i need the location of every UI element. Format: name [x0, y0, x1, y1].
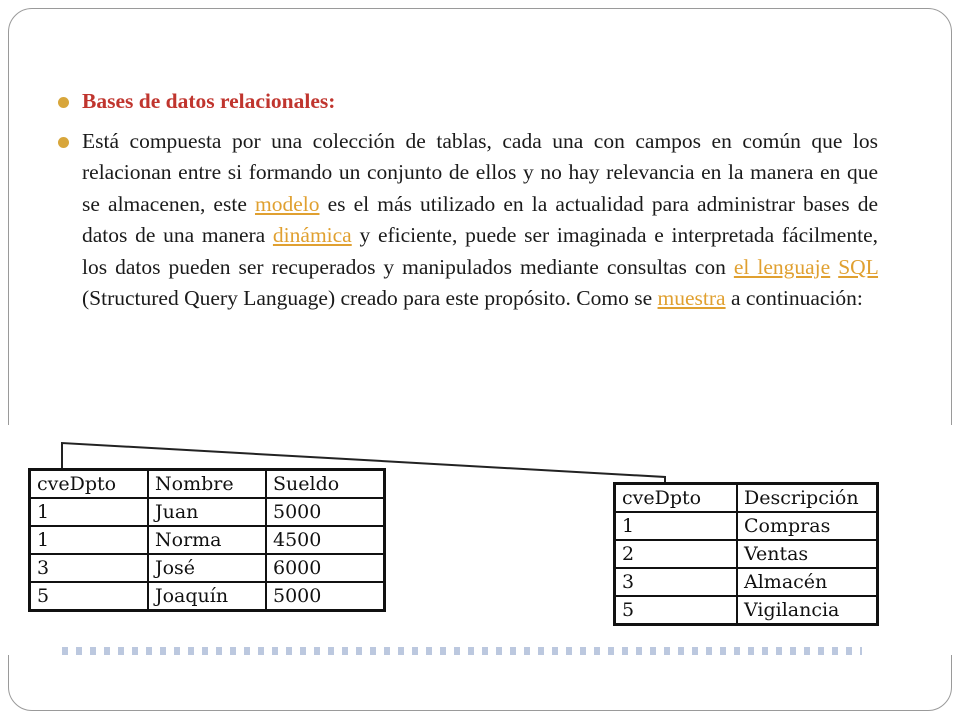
- table-cell: José: [148, 554, 266, 582]
- column-header: cveDpto: [30, 470, 149, 499]
- table-cell: 5000: [266, 582, 385, 611]
- table-row: [615, 596, 878, 625]
- bullet-paragraph: [58, 126, 878, 315]
- table-row: [615, 540, 878, 568]
- table-cell: 5: [615, 596, 738, 625]
- column-header: Nombre: [148, 470, 266, 499]
- paragraph-text: (Structured Query Language) creado para este propósito. Como se: [82, 286, 658, 310]
- table-cell: Almacén: [737, 568, 878, 596]
- column-header: Descripción: [737, 484, 878, 513]
- paragraph-text: es el más utilizado en la actualidad para administrar bases de datos de una manera: [82, 191, 878, 247]
- employees-table: [28, 468, 386, 612]
- table-cell: 1: [30, 526, 149, 554]
- table-header-row: [30, 470, 385, 499]
- bullet-dot-icon: [58, 97, 69, 108]
- table-cell: 1: [615, 512, 738, 540]
- table-cell: 2: [615, 540, 738, 568]
- section-heading: Bases de datos relacionales:: [82, 89, 336, 113]
- paragraph-text: [830, 255, 838, 279]
- table-cell: Ventas: [737, 540, 878, 568]
- table-cell: Joaquín: [148, 582, 266, 611]
- column-header: Sueldo: [266, 470, 385, 499]
- link-muestra[interactable]: muestra: [657, 286, 726, 310]
- paragraph-text: y eficiente, puede ser imaginada e interpretada fácilmente, los datos pueden ser recuperados y manipulados mediante consultas con: [82, 223, 878, 279]
- table-cell: 3: [30, 554, 149, 582]
- table-cell: 1: [30, 498, 149, 526]
- table-row: [30, 526, 385, 554]
- table-cell: 6000: [266, 554, 385, 582]
- link-sql[interactable]: SQL: [838, 254, 879, 279]
- bullet-heading: [58, 86, 878, 118]
- table-cell: 4500: [266, 526, 385, 554]
- table-cell: Norma: [148, 526, 266, 554]
- column-header: cveDpto: [615, 484, 738, 513]
- paragraph-text: Está compuesta por una colección de tablas, cada una con campos en común que los relacionan entre si formando un conjunto de ellos y no hay relevancia en la manera en que se almacenen, este: [82, 128, 878, 216]
- table-header-row: [615, 484, 878, 513]
- bullet-dot-icon: [58, 137, 69, 148]
- table-row: [30, 554, 385, 582]
- link-dinamica[interactable]: dinámica: [272, 223, 352, 247]
- table-row: [30, 498, 385, 526]
- table-row: [615, 568, 878, 596]
- link-modelo[interactable]: modelo: [254, 191, 320, 216]
- relational-diagram: [0, 425, 960, 655]
- departments-table: [613, 482, 879, 626]
- table-cell: Compras: [737, 512, 878, 540]
- link-el-lenguaje[interactable]: el lenguaje: [733, 254, 831, 279]
- table-cell: Vigilancia: [737, 596, 878, 625]
- table-cell: 5: [30, 582, 149, 611]
- table-row: [30, 582, 385, 611]
- table-row: [615, 512, 878, 540]
- table-cell: Juan: [148, 498, 266, 526]
- cropped-caption-strip: [62, 647, 862, 655]
- table-cell: 3: [615, 568, 738, 596]
- slide-content: [58, 86, 878, 323]
- paragraph-text: a continuación:: [725, 286, 863, 310]
- table-cell: 5000: [266, 498, 385, 526]
